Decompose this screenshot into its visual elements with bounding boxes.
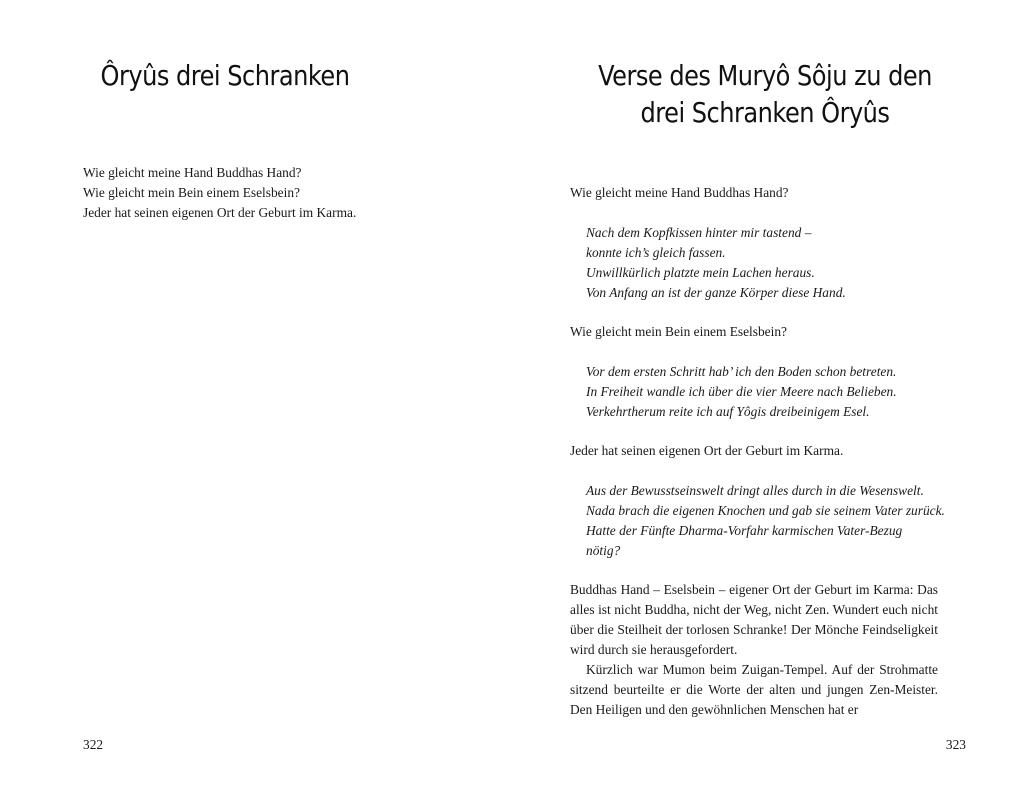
verse-line: Vor dem ersten Schritt hab’ ich den Boden schon betreten.: [586, 364, 897, 379]
chapter-title: Ôryûs drei Schranken: [100, 59, 350, 92]
verse-line: Nada brach die eigenen Knochen und gab sie seinem Vater zurück.: [586, 503, 945, 518]
verse-line: Von Anfang an ist der ganze Körper diese Hand.: [586, 285, 846, 300]
verse-line: konnte ich’s gleich fassen.: [586, 245, 726, 260]
poem-verse: [570, 223, 938, 303]
poem-verse: [570, 362, 938, 422]
verse-line: Aus der Bewusstseinswelt dringt alles durch in die Wesenswelt.: [586, 483, 924, 498]
koan-verse: [83, 163, 403, 223]
title-line: Verse des Muryô Sôju zu den: [598, 59, 932, 92]
commentary-body: [570, 183, 945, 720]
verse-line: Wie gleicht mein Bein einem Eselsbein?: [83, 185, 300, 200]
prose-paragraph: Kürzlich war Mumon beim Zuigan-Tempel. Auf der Strohmatte sitzend beurteilte er die Worte der alten und jungen Zen-Meister. Den Heiligen und den gewöhnlichen Menschen hat er: [570, 662, 938, 717]
verse-line: Hatte der Fünfte Dharma-Vorfahr karmischen Vater-Bezug: [586, 523, 903, 538]
prose-paragraph: Buddhas Hand – Eselsbein – eigener Ort der Geburt im Karma: Das alles ist nicht Buddha, nicht der Weg, nicht Zen. Wundert euch nicht über die Steilheit der torlosen Schranke! Der Mönche Feindseligkeit wird durch sie herausgefordert.: [570, 582, 938, 657]
chapter-title: [563, 57, 967, 131]
section-question: Jeder hat seinen eigenen Ort der Geburt im Karma.: [570, 443, 844, 458]
page-number: 323: [945, 737, 966, 752]
page-number: 322: [83, 737, 104, 752]
verse-line: In Freiheit wandle ich über die vier Meere nach Belieben.: [586, 384, 897, 399]
poem-verse: [570, 481, 945, 561]
verse-line: Unwillkürlich platzte mein Lachen heraus.: [586, 265, 815, 280]
verse-line: Nach dem Kopfkissen hinter mir tastend –: [586, 225, 812, 240]
section-question: Wie gleicht mein Bein einem Eselsbein?: [570, 324, 787, 339]
verse-line: Wie gleicht meine Hand Buddhas Hand?: [83, 165, 302, 180]
verse-line: Verkehrtherum reite ich auf Yôgis dreibeinigem Esel.: [586, 404, 870, 419]
verse-line: nötig?: [586, 543, 621, 558]
section-question: Wie gleicht meine Hand Buddhas Hand?: [570, 185, 789, 200]
right-page: [510, 0, 1020, 812]
title-line: drei Schranken Ôryûs: [640, 96, 890, 129]
verse-line: Jeder hat seinen eigenen Ort der Geburt im Karma.: [83, 205, 357, 220]
